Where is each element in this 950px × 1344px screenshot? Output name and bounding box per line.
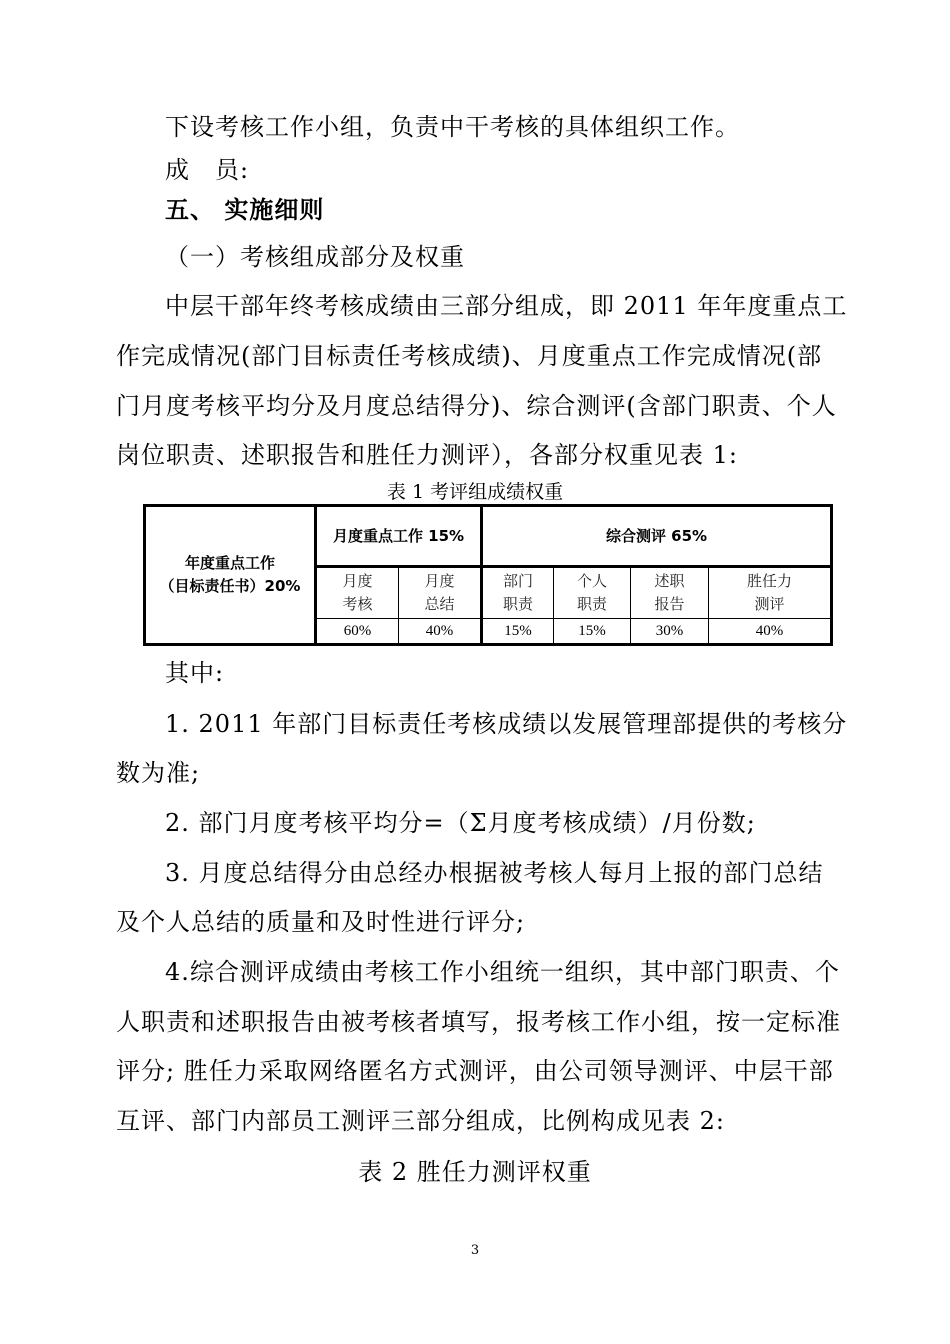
weight-table (143, 504, 833, 646)
paragraph-line: 门月度考核平均分及月度总结得分)、综合测评(含部门职责、个人 (116, 392, 837, 420)
annual-work-cell: 年度重点工作 （目标责任书）20% (145, 506, 316, 645)
paragraph-line: 互评、部门内部员工测评三部分组成，比例构成见表 2: (116, 1107, 725, 1135)
paragraph-line: 岗位职责、述职报告和胜任力测评），各部分权重见表 1: (116, 441, 738, 469)
section-heading: 五、 实施细则 (165, 195, 325, 224)
weight-cell: 15% (482, 619, 554, 645)
weight-cell: 40% (399, 619, 482, 645)
paragraph-line: 及个人总结的质量和及时性进行评分; (116, 908, 526, 936)
paragraph-line: 评分; 胜任力采取网络匿名方式测评，由公司领导测评、中层干部 (116, 1057, 834, 1085)
weight-cell: 40% (709, 619, 832, 645)
paragraph-line: 1. 2011 年部门目标责任考核成绩以发展管理部提供的考核分 (165, 710, 848, 738)
paragraph-line: 2. 部门月度考核平均分=（Σ月度考核成绩）/月份数; (165, 809, 756, 837)
text-line: 下设考核工作小组，负责中干考核的具体组织工作。 (165, 113, 740, 141)
sub-header-cell: 部门 职责 (482, 567, 554, 619)
weight-cell: 30% (631, 619, 709, 645)
paragraph-line: 中层干部年终考核成绩由三部分组成，即 2011 年年度重点工 (165, 292, 848, 320)
table1-caption: 表 1 考评组成绩权重 (386, 481, 564, 503)
sub-header-cell: 个人 职责 (554, 567, 631, 619)
table2-caption: 表 2 胜任力测评权重 (358, 1158, 592, 1186)
text-line: 其中: (165, 659, 225, 687)
weight-cell: 60% (316, 619, 399, 645)
sub-header-cell: 月度 考核 (316, 567, 399, 619)
page-number: 3 (470, 1243, 480, 1258)
comprehensive-group-header: 综合测评 65% (482, 506, 832, 567)
sub-header-cell: 胜任力 测评 (709, 567, 832, 619)
text-line: 成 员: (165, 156, 250, 184)
subsection-heading: （一）考核组成部分及权重 (165, 243, 465, 271)
sub-header-cell: 月度 总结 (399, 567, 482, 619)
paragraph-line: 数为准; (116, 759, 201, 787)
paragraph-line: 3. 月度总结得分由总经办根据被考核人每月上报的部门总结 (165, 859, 824, 887)
paragraph-line: 作完成情况(部门目标责任考核成绩)、月度重点工作完成情况(部 (116, 342, 823, 370)
monthly-group-header: 月度重点工作 15% (316, 506, 482, 567)
sub-header-cell: 述职 报告 (631, 567, 709, 619)
paragraph-line: 4.综合测评成绩由考核工作小组统一组织，其中部门职责、个 (165, 958, 840, 986)
paragraph-line: 人职责和述职报告由被考核者填写，报考核工作小组，按一定标准 (116, 1008, 841, 1036)
weight-cell: 15% (554, 619, 631, 645)
